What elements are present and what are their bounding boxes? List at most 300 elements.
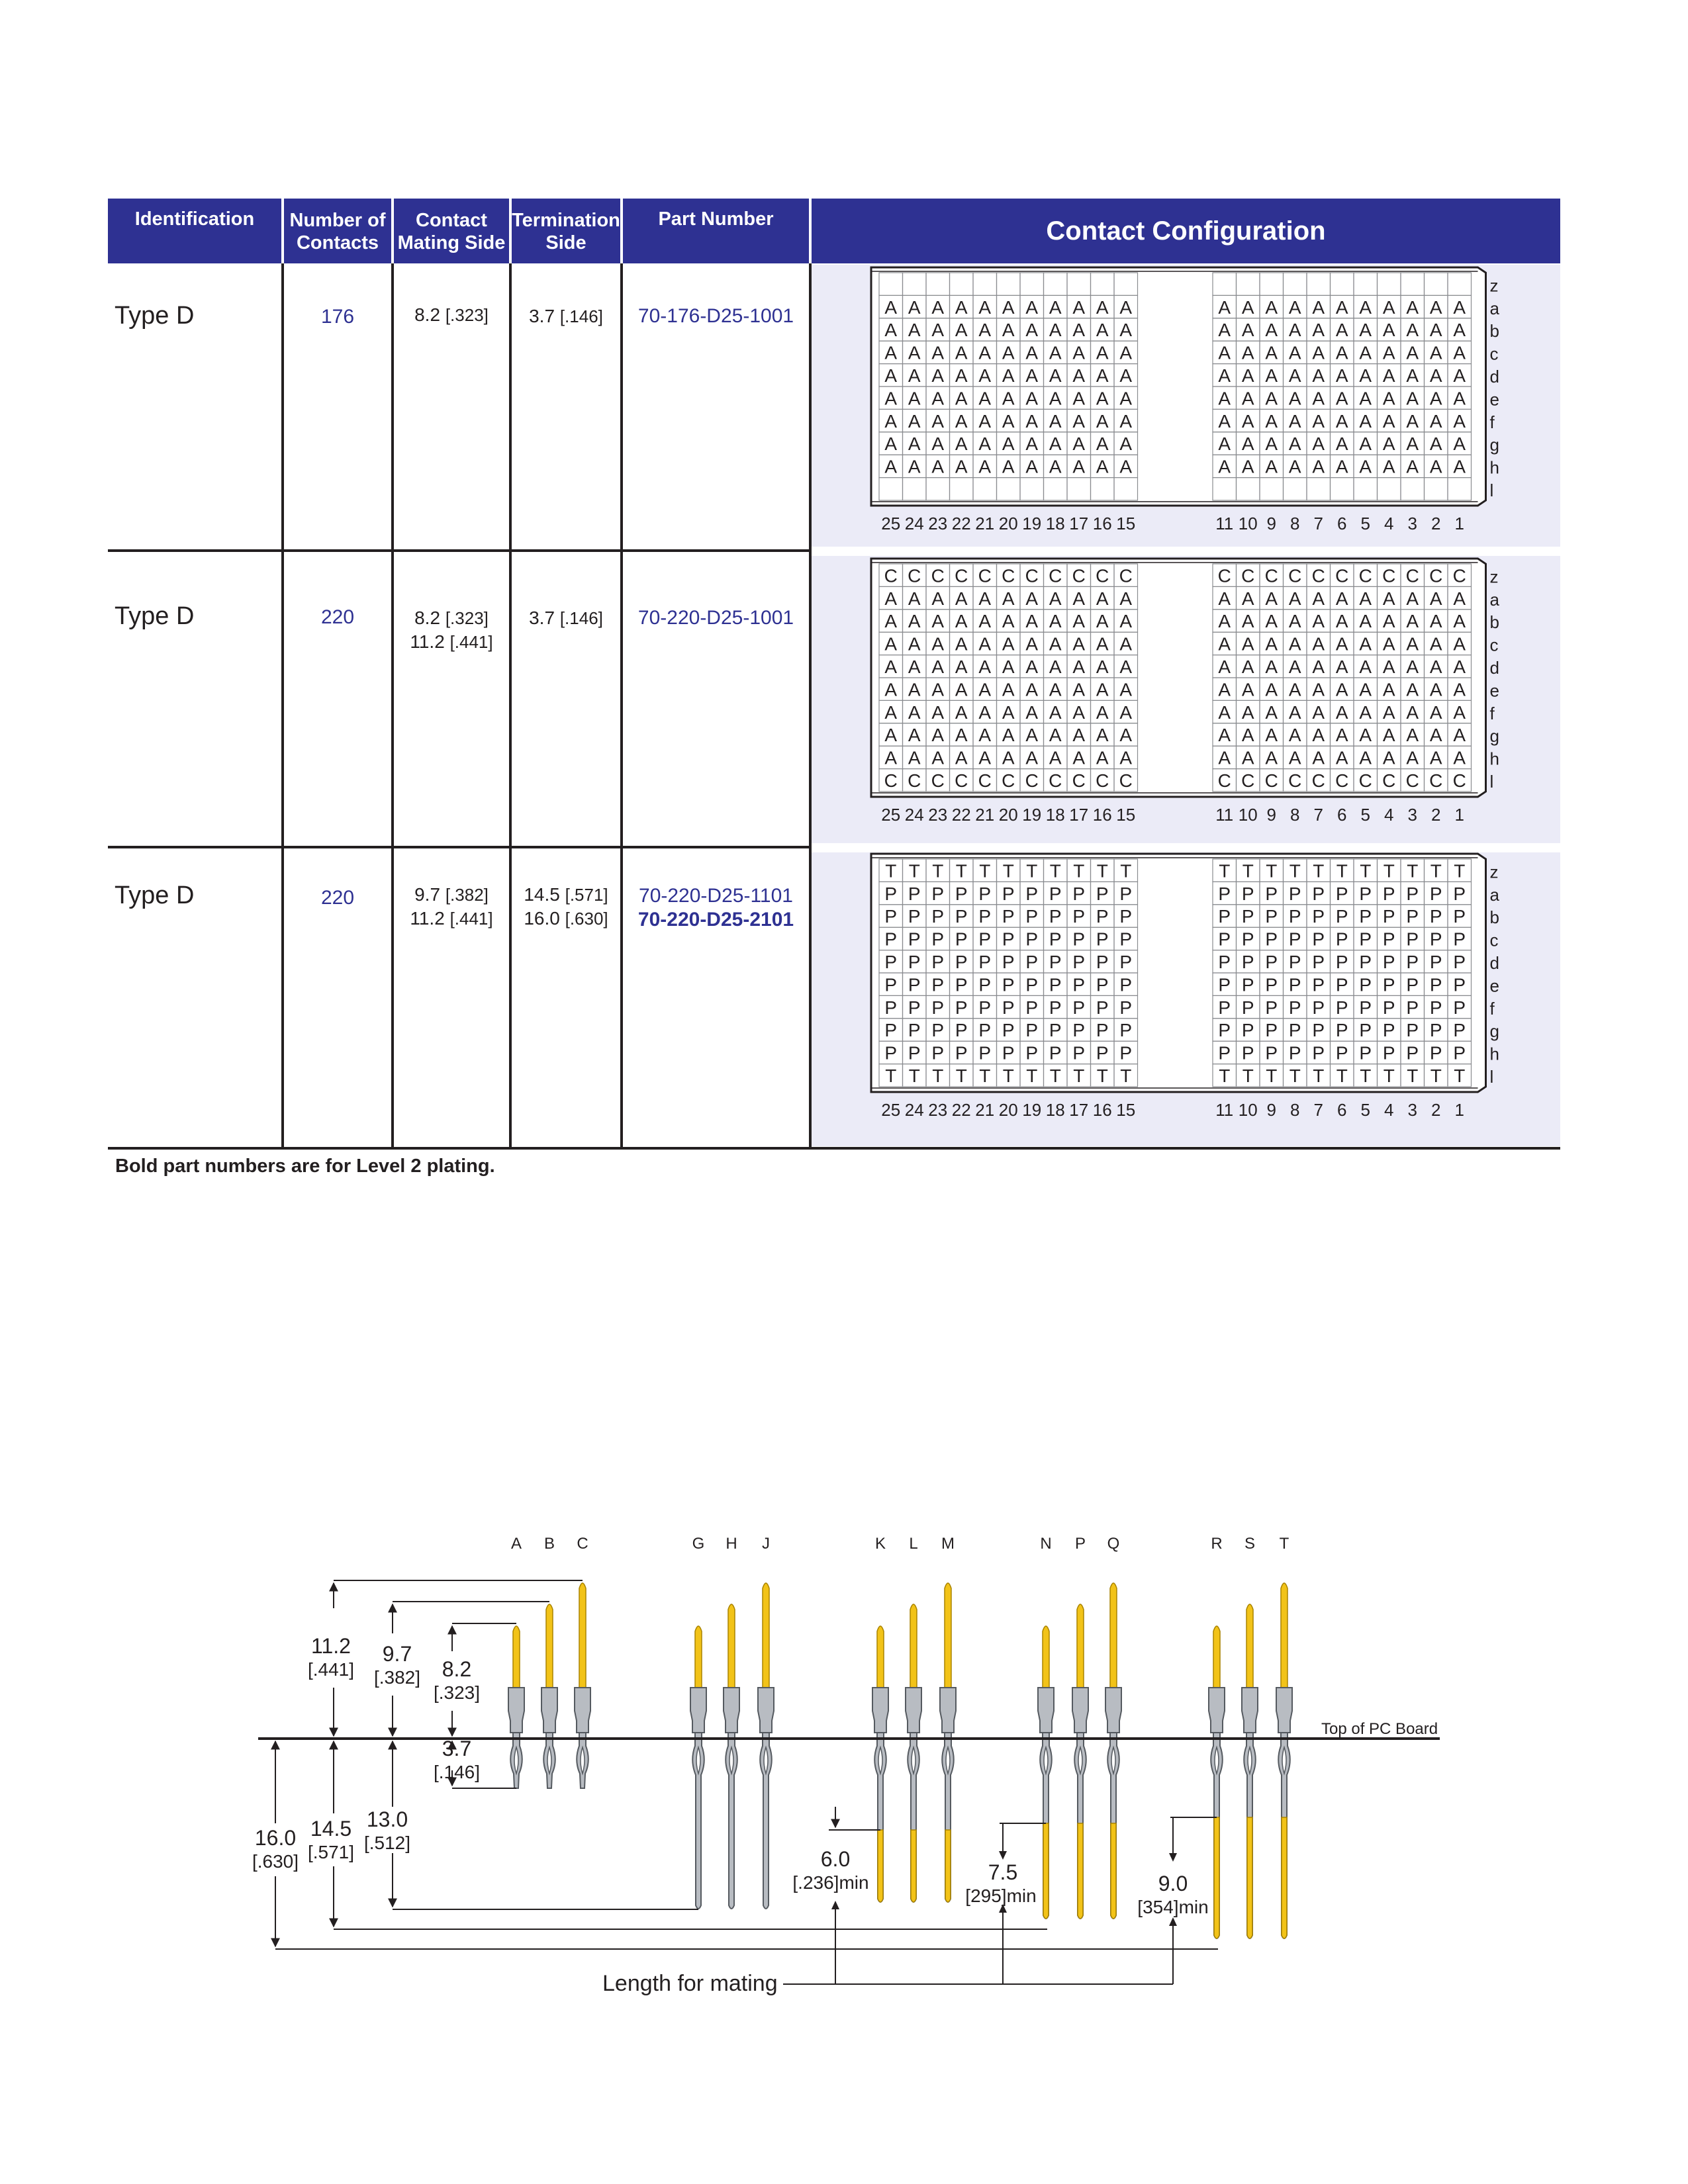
- contact-cell-label: T: [1002, 860, 1014, 882]
- contact-cell-label: A: [1429, 702, 1442, 723]
- contact-cell-label: A: [1382, 320, 1395, 341]
- contact-cell-label: P: [1025, 929, 1039, 950]
- contact-cell-label: A: [931, 456, 945, 477]
- dim-label-16-0-in: [.630]: [252, 1851, 299, 1872]
- pin-eye: [1078, 1747, 1082, 1774]
- contact-cell-label: A: [1335, 296, 1348, 318]
- contact-cell-label: A: [1072, 702, 1086, 723]
- contact-cell-label: A: [955, 611, 968, 632]
- contact-cell-label: P: [1406, 974, 1419, 995]
- contact-cell-label: A: [1096, 588, 1109, 609]
- contact-cell-label: P: [1406, 997, 1419, 1018]
- row2-mating-mm-1: 8.2: [414, 608, 441, 628]
- contact-cell-label: A: [1406, 679, 1419, 700]
- contact-cell-label: A: [908, 320, 921, 341]
- column-number: 19: [1022, 514, 1042, 533]
- column-number: 21: [975, 514, 995, 533]
- contact-cell-label: A: [1288, 320, 1301, 341]
- contact-cell-label: C: [1288, 770, 1302, 791]
- contact-cell-label: A: [1265, 320, 1278, 341]
- column-number: 5: [1360, 514, 1370, 533]
- contact-cell-label: A: [908, 456, 921, 477]
- contact-cell-label: A: [1218, 388, 1231, 409]
- row3-part-number-2: 70-220-D25-2101: [637, 909, 794, 931]
- pin-gold-tail: [911, 1830, 916, 1902]
- contact-cell-label: C: [931, 770, 945, 791]
- contact-cell-label: P: [1265, 997, 1278, 1018]
- pin-eye: [764, 1747, 768, 1774]
- contact-cell-label: A: [1096, 611, 1109, 632]
- contact-cell-label: P: [1119, 929, 1133, 950]
- contact-cell-label: A: [1288, 633, 1301, 655]
- contact-cell-label: A: [1119, 320, 1133, 341]
- contact-cell-label: A: [931, 611, 945, 632]
- contact-cell-label: P: [1119, 906, 1133, 927]
- contact-cell-label: A: [1382, 611, 1395, 632]
- contact-cell-label: A: [978, 296, 992, 318]
- contact-cell-label: A: [884, 725, 898, 746]
- contact-cell-label: A: [1406, 296, 1419, 318]
- pin-label: P: [1074, 1535, 1086, 1553]
- contact-cell-label: P: [1119, 883, 1133, 904]
- contact-cell-label: A: [1049, 633, 1062, 655]
- contact-cell-label: A: [1049, 433, 1062, 455]
- contact-cell-label: T: [1002, 1066, 1014, 1086]
- dim-label-11-2-in: [.441]: [307, 1659, 355, 1680]
- contact-cell-label: A: [1288, 747, 1301, 768]
- contact-cell-label: P: [1096, 906, 1109, 927]
- contact-cell-label: A: [931, 296, 945, 318]
- contact-cell-label: A: [931, 657, 945, 677]
- contact-cell-label: A: [1241, 456, 1254, 477]
- contact-cell-label: A: [1072, 657, 1086, 677]
- contact-cell-label: A: [1335, 657, 1348, 677]
- contact-cell-label: P: [1072, 952, 1086, 972]
- contact-cell-label: P: [1288, 952, 1301, 972]
- row-letter: e: [1489, 976, 1499, 996]
- contact-cell-label: P: [1265, 1020, 1278, 1041]
- contact-cell-label: A: [1218, 296, 1231, 318]
- contact-cell-label: P: [1049, 1042, 1062, 1064]
- contact-cell-label: A: [1406, 747, 1419, 768]
- contact-cell-label: A: [1002, 342, 1015, 363]
- contact-cell-label: P: [1406, 1020, 1419, 1041]
- contact-cell-label: C: [1288, 565, 1302, 586]
- contact-cell-label: A: [1265, 456, 1278, 477]
- contact-cell-label: A: [908, 365, 921, 386]
- contact-cell-label: A: [1288, 410, 1301, 432]
- contact-cell-label: P: [908, 974, 921, 995]
- contact-cell-label: A: [1312, 456, 1325, 477]
- row3-termination-mm-2: 16.0: [524, 908, 560, 929]
- contact-cell-label: C: [1382, 770, 1396, 791]
- contact-cell-label: P: [1096, 974, 1109, 995]
- contact-cell-label: A: [884, 320, 898, 341]
- pin-label: G: [692, 1535, 705, 1553]
- contact-cell-label: A: [884, 747, 898, 768]
- mating-arrow-6-0-bottom: [831, 1901, 839, 1909]
- pin-label: J: [762, 1535, 770, 1553]
- row3-mating-in-1: [.382]: [445, 885, 489, 905]
- contact-cell-label: A: [931, 747, 945, 768]
- mating-arrow-7-5-top: [999, 1851, 1007, 1860]
- contact-cell-label: A: [1359, 633, 1372, 655]
- column-number: 25: [881, 805, 901, 825]
- contact-cell-label: P: [884, 1042, 898, 1064]
- contact-cell-label: C: [955, 565, 968, 586]
- pin-label: Q: [1107, 1535, 1120, 1553]
- contact-cell-label: P: [1406, 929, 1419, 950]
- contact-cell-label: P: [1312, 1020, 1325, 1041]
- contact-cell-label: P: [1453, 952, 1466, 972]
- contact-cell-label: A: [1312, 410, 1325, 432]
- pin-collar: [690, 1688, 706, 1733]
- contact-cell-label: P: [955, 883, 968, 904]
- contact-cell-label: A: [1335, 410, 1348, 432]
- contact-cell-label: A: [1288, 657, 1301, 677]
- contact-cell-label: A: [1335, 320, 1348, 341]
- contact-cell-label: A: [1096, 679, 1109, 700]
- config-grid-1: [871, 267, 1500, 533]
- column-number: 19: [1022, 805, 1042, 825]
- column-number: 3: [1407, 805, 1417, 825]
- contact-cell-label: A: [1288, 588, 1301, 609]
- header-identification-text: Identification: [134, 208, 255, 230]
- contact-cell-label: A: [1218, 747, 1231, 768]
- contact-cell-label: P: [1002, 952, 1015, 972]
- contact-cell-label: A: [1335, 679, 1348, 700]
- contact-cell-label: A: [1453, 456, 1466, 477]
- contact-cell-label: T: [1242, 860, 1254, 882]
- column-number: 9: [1266, 1100, 1276, 1120]
- contact-cell-label: P: [1049, 952, 1062, 972]
- contact-cell-label: A: [1072, 679, 1086, 700]
- contact-cell-label: P: [931, 974, 945, 995]
- column-number: 17: [1069, 1100, 1089, 1120]
- contact-cell-label: P: [1119, 1020, 1133, 1041]
- contact-cell-label: A: [884, 588, 898, 609]
- contact-cell-label: A: [1119, 296, 1133, 318]
- contact-cell-label: A: [1335, 365, 1348, 386]
- contact-cell-label: A: [908, 410, 921, 432]
- contact-cell-label: A: [1002, 633, 1015, 655]
- contact-cell-label: A: [1072, 633, 1086, 655]
- contact-cell-label: T: [1454, 1066, 1466, 1086]
- contact-cell-label: A: [1002, 679, 1015, 700]
- contact-cell-label: A: [1241, 410, 1254, 432]
- contact-cell-label: C: [1429, 565, 1443, 586]
- contact-cell-label: A: [1241, 296, 1254, 318]
- column-number: 11: [1215, 1100, 1234, 1120]
- contact-cell-label: A: [884, 365, 898, 386]
- contact-cell-label: A: [1218, 433, 1231, 455]
- header-contacts-line1: Number of: [289, 210, 386, 231]
- contact-cell-label: C: [1241, 770, 1255, 791]
- contact-cell-label: A: [1265, 611, 1278, 632]
- contact-cell-label: P: [1312, 952, 1325, 972]
- contact-cell-label: P: [908, 997, 921, 1018]
- pin-eye: [878, 1747, 882, 1774]
- row-letter: a: [1489, 298, 1499, 318]
- pin-collar: [1038, 1688, 1054, 1733]
- contact-cell-label: A: [1072, 611, 1086, 632]
- contact-cell-label: A: [978, 611, 992, 632]
- footnote: Bold part numbers are for Level 2 plating.: [115, 1156, 495, 1177]
- contact-cell-label: P: [1072, 906, 1086, 927]
- contact-cell-label: A: [1265, 725, 1278, 746]
- pin-collar: [1276, 1688, 1292, 1733]
- contact-cell-label: A: [931, 365, 945, 386]
- contact-cell-label: A: [1096, 410, 1109, 432]
- header-termination-line1: Termination: [512, 210, 620, 231]
- pin-gold-tail: [1111, 1823, 1116, 1919]
- contact-cell-label: A: [1119, 747, 1133, 768]
- column-number: 18: [1045, 805, 1065, 825]
- contact-cell-label: A: [955, 747, 968, 768]
- contact-cell-label: P: [1265, 1042, 1278, 1064]
- contact-cell-label: P: [1096, 883, 1109, 904]
- contact-cell-label: A: [1025, 320, 1039, 341]
- contact-cell-label: A: [955, 388, 968, 409]
- contact-cell-label: P: [978, 1042, 992, 1064]
- contact-cell-label: C: [908, 770, 921, 791]
- contact-cell-label: A: [1241, 320, 1254, 341]
- contact-cell-label: A: [1002, 410, 1015, 432]
- contact-cell-label: A: [978, 657, 992, 677]
- contact-cell-label: A: [1218, 342, 1231, 363]
- contact-cell-label: A: [931, 433, 945, 455]
- row2-mating-in-1: [.323]: [445, 608, 489, 628]
- dim-label-16-0-mm: 16.0: [254, 1826, 297, 1850]
- contact-cell-label: A: [1119, 633, 1133, 655]
- contact-cell-label: P: [931, 883, 945, 904]
- pin-mating-tip: [728, 1604, 735, 1688]
- contact-cell-label: T: [1430, 1066, 1442, 1086]
- contact-cell-label: A: [978, 433, 992, 455]
- column-number: 11: [1215, 514, 1234, 533]
- contact-cell-label: A: [1025, 410, 1039, 432]
- contact-cell-label: P: [884, 952, 898, 972]
- contact-cell-label: T: [1049, 860, 1061, 882]
- contact-cell-label: A: [1119, 725, 1133, 746]
- contact-cell-label: P: [1218, 1020, 1231, 1041]
- contact-cell-label: A: [1312, 433, 1325, 455]
- contact-cell-label: P: [1453, 906, 1466, 927]
- contact-cell-label: C: [1072, 565, 1086, 586]
- row-letter: d: [1489, 953, 1499, 973]
- contact-cell-label: A: [1119, 433, 1133, 455]
- contact-cell-label: A: [1382, 588, 1395, 609]
- pin-collar: [508, 1688, 524, 1733]
- contact-cell-label: P: [1049, 997, 1062, 1018]
- contact-cell-label: A: [1002, 657, 1015, 677]
- contact-cell-label: T: [908, 860, 920, 882]
- column-number: 20: [998, 514, 1018, 533]
- contact-cell-label: A: [1335, 433, 1348, 455]
- contact-cell-label: A: [1265, 342, 1278, 363]
- pin-eye: [912, 1747, 915, 1774]
- row-letter: a: [1489, 589, 1499, 610]
- contact-cell-label: A: [1335, 725, 1348, 746]
- pin-eye: [1282, 1747, 1286, 1774]
- mating-9-0-in: [354]min: [1137, 1897, 1209, 1917]
- contact-cell-label: C: [1358, 770, 1372, 791]
- contact-cell-label: P: [1453, 1020, 1466, 1041]
- contact-cell-label: C: [1311, 565, 1325, 586]
- contact-cell-label: A: [1218, 702, 1231, 723]
- contact-cell-label: A: [931, 679, 945, 700]
- mating-7-5-mm: 7.5: [988, 1860, 1018, 1884]
- pin-mating-tip: [579, 1583, 586, 1688]
- column-number: 1: [1454, 1100, 1464, 1120]
- contact-cell-label: A: [1312, 633, 1325, 655]
- contact-cell-label: A: [1453, 320, 1466, 341]
- contact-cell-label: A: [1359, 388, 1372, 409]
- contact-cell-label: A: [884, 433, 898, 455]
- contact-cell-label: P: [1241, 883, 1254, 904]
- row-letter: g: [1489, 726, 1499, 747]
- contact-cell-label: T: [955, 860, 967, 882]
- contact-cell-label: A: [1025, 588, 1039, 609]
- mating-7-5-in: [295]min: [965, 1886, 1037, 1906]
- contact-cell-label: T: [1313, 1066, 1325, 1086]
- contact-cell-label: A: [1119, 657, 1133, 677]
- pin-eye: [1215, 1747, 1219, 1774]
- contact-cell-label: T: [1360, 1066, 1372, 1086]
- contact-cell-label: T: [1383, 860, 1395, 882]
- contact-cell-label: A: [1312, 702, 1325, 723]
- contact-cell-label: P: [955, 997, 968, 1018]
- contact-cell-label: T: [1073, 1066, 1085, 1086]
- contact-cell-label: P: [1218, 1042, 1231, 1064]
- row-letter: a: [1489, 884, 1499, 905]
- contact-cell-label: P: [1096, 929, 1109, 950]
- contact-cell-label: A: [1025, 657, 1039, 677]
- pin-eye: [581, 1747, 585, 1774]
- row1-mating-in-1: [.323]: [445, 305, 489, 325]
- row-letter: l: [1489, 480, 1494, 500]
- pin-gold-tail: [878, 1830, 883, 1902]
- contact-cell-label: A: [1241, 342, 1254, 363]
- row-letter: z: [1489, 862, 1499, 882]
- contact-cell-label: A: [884, 342, 898, 363]
- contact-cell-label: A: [908, 588, 921, 609]
- contact-cell-label: A: [1288, 702, 1301, 723]
- column-number: 22: [951, 514, 971, 533]
- contact-cell-label: P: [931, 952, 945, 972]
- contact-cell-label: A: [1096, 456, 1109, 477]
- contact-cell-label: C: [978, 565, 992, 586]
- dim-label-13-0-mm: 13.0: [366, 1807, 408, 1831]
- dim-label-9-7-mm: 9.7: [382, 1642, 412, 1666]
- contact-cell-label: P: [884, 1020, 898, 1041]
- column-number: 22: [951, 1100, 971, 1120]
- contact-cell-label: A: [1312, 657, 1325, 677]
- contact-cell-label: A: [1072, 456, 1086, 477]
- contact-cell-label: A: [908, 747, 921, 768]
- row1-termination-mm-1: 3.7: [529, 306, 555, 326]
- contact-cell-label: A: [884, 679, 898, 700]
- contact-cell-label: P: [1072, 974, 1086, 995]
- contact-cell-label: P: [1241, 1042, 1254, 1064]
- contact-cell-label: T: [1407, 860, 1419, 882]
- contact-cell-label: C: [1452, 565, 1466, 586]
- column-number: 8: [1290, 805, 1300, 825]
- header-mating-line2: Mating Side: [397, 232, 506, 253]
- column-number: 18: [1045, 514, 1065, 533]
- contact-cell-label: A: [1453, 725, 1466, 746]
- contact-cell-label: A: [1265, 365, 1278, 386]
- contact-cell-label: A: [1335, 388, 1348, 409]
- contact-cell-label: A: [1265, 657, 1278, 677]
- contact-cell-label: P: [1453, 883, 1466, 904]
- contact-cell-label: A: [1453, 657, 1466, 677]
- contact-cell-label: A: [1288, 725, 1301, 746]
- contact-cell-label: A: [1359, 320, 1372, 341]
- contact-cell-label: P: [884, 974, 898, 995]
- contact-cell-label: A: [1265, 702, 1278, 723]
- column-number: 25: [881, 514, 901, 533]
- contact-cell-label: A: [1406, 342, 1419, 363]
- contact-cell-label: P: [1312, 929, 1325, 950]
- row-letter: e: [1489, 680, 1499, 701]
- pin-eye: [696, 1747, 700, 1774]
- contact-cell-label: A: [1429, 456, 1442, 477]
- contact-cell-label: A: [1241, 365, 1254, 386]
- contact-cell-label: C: [1405, 770, 1419, 791]
- contact-cell-label: T: [1266, 1066, 1278, 1086]
- contact-cell-label: A: [1119, 342, 1133, 363]
- contact-cell-label: A: [1119, 365, 1133, 386]
- row2-identification: Type D: [115, 602, 195, 630]
- pin-collar: [541, 1688, 557, 1733]
- pin-group-4: [1038, 1535, 1121, 1919]
- contact-cell-label: T: [932, 1066, 944, 1086]
- contact-cell-label: C: [1335, 770, 1349, 791]
- contact-cell-label: P: [1359, 929, 1372, 950]
- contact-cell-label: A: [884, 296, 898, 318]
- pin-gold-tail: [1214, 1817, 1219, 1938]
- column-number: 10: [1238, 514, 1258, 533]
- contact-cell-label: A: [1072, 747, 1086, 768]
- contact-cell-label: A: [1096, 725, 1109, 746]
- contact-cell-label: A: [1453, 611, 1466, 632]
- contact-cell-label: A: [978, 747, 992, 768]
- contact-cell-label: A: [1335, 342, 1348, 363]
- contact-cell-label: P: [1119, 1042, 1133, 1064]
- contact-cell-label: A: [1002, 365, 1015, 386]
- contact-cell-label: A: [1406, 365, 1419, 386]
- contact-cell-label: A: [1429, 747, 1442, 768]
- column-number: 20: [998, 1100, 1018, 1120]
- contact-cell-label: A: [884, 456, 898, 477]
- contact-cell-label: P: [1072, 1020, 1086, 1041]
- header-mating-line1: Contact: [416, 210, 487, 231]
- contact-cell-label: A: [1312, 588, 1325, 609]
- contact-cell-label: A: [1382, 296, 1395, 318]
- contact-cell-label: A: [908, 702, 921, 723]
- contact-cell-label: P: [1119, 974, 1133, 995]
- contact-cell-label: A: [1429, 296, 1442, 318]
- row-letter: g: [1489, 1021, 1499, 1042]
- pin-eye: [946, 1747, 950, 1774]
- contact-cell-label: A: [1312, 365, 1325, 386]
- contact-cell-label: P: [1241, 906, 1254, 927]
- contact-cell-label: P: [884, 929, 898, 950]
- contact-cell-label: A: [1406, 657, 1419, 677]
- mating-label: Length for mating: [602, 1971, 778, 1996]
- contact-cell-label: C: [908, 565, 921, 586]
